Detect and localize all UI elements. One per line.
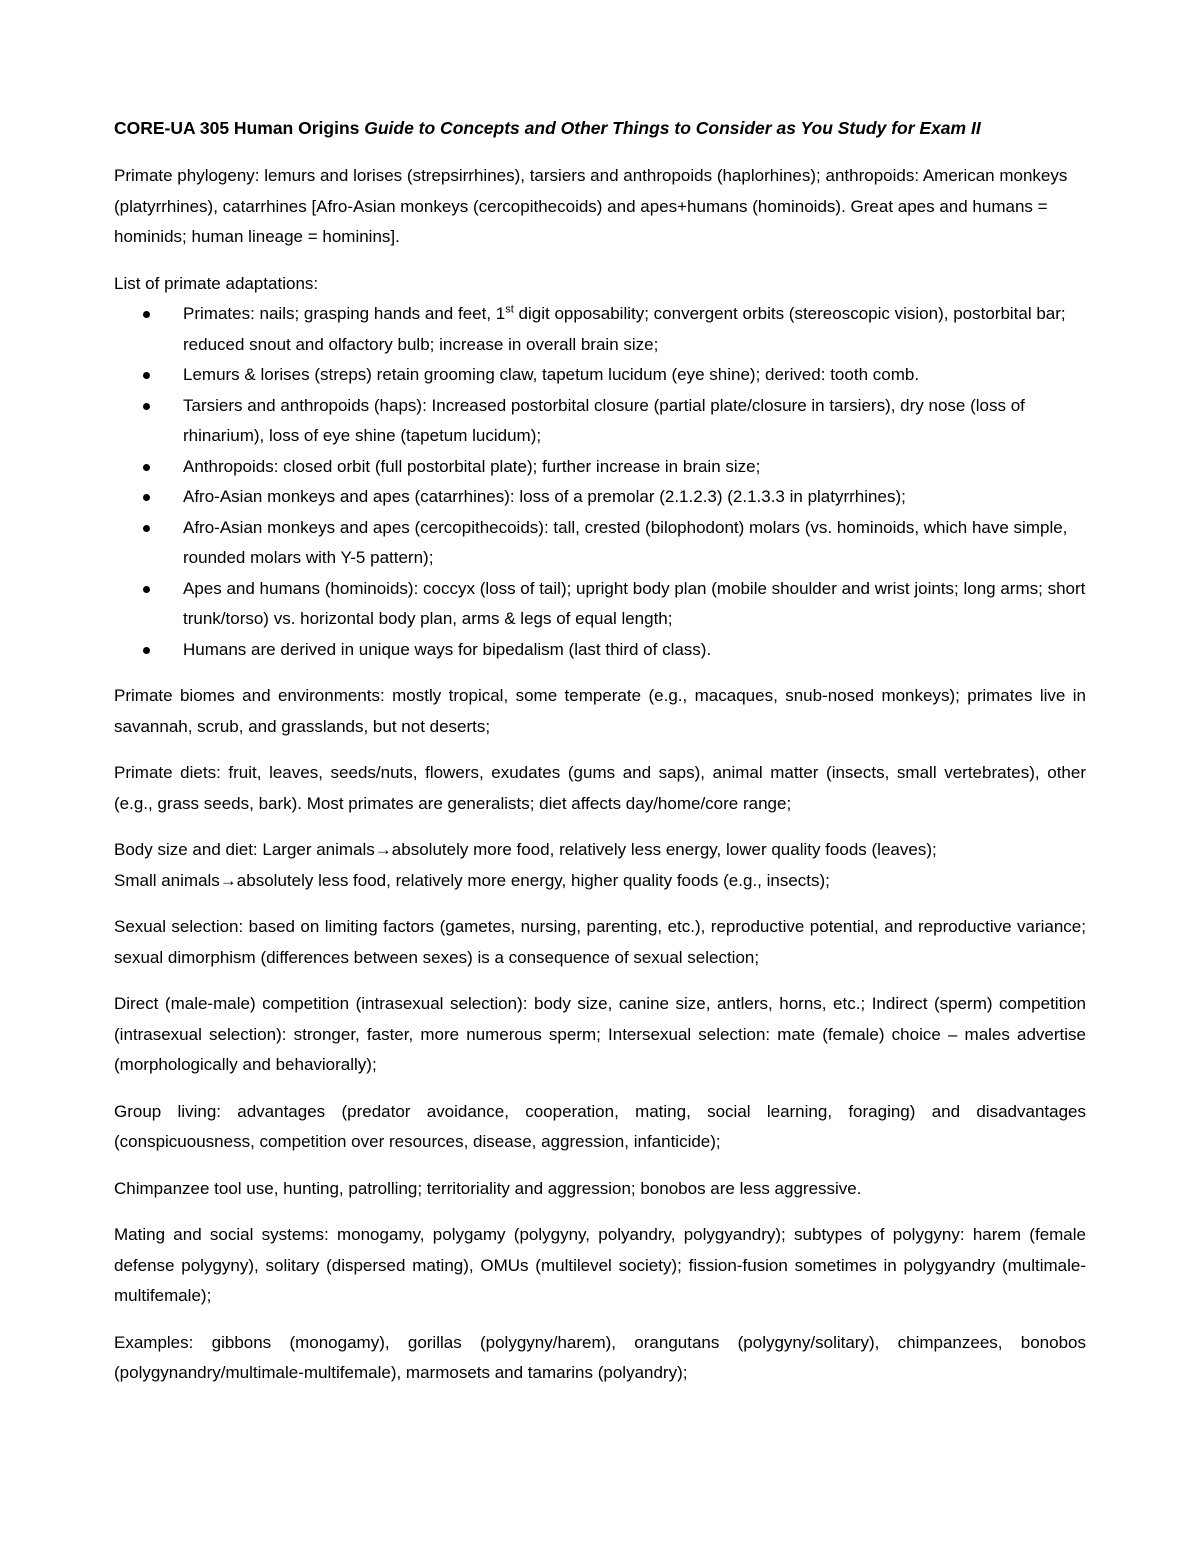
list-item [114,574,1086,635]
list-item [114,452,1086,483]
list-item-text: digit opposability; convergent orbits (stereoscopic vision), postorbital bar; reduced snout and olfactory bulb; increase in overall brain size; [183,304,1066,354]
list-item [114,360,1086,391]
paragraph-competition: Direct (male-male) competition (intrasexual selection): body size, canine size, antlers, horns, etc.; Indirect (sperm) competition (intrasexual selection): stronger, faster, more numerous sperm; Intersexual selection: mate (female) choice – males advertise (morphologically and behaviorally); [114,994,1086,1074]
paragraph-group-living: Group living: advantages (predator avoidance, cooperation, mating, social learning, foraging) and disadvantages (conspicuousness, competition over resources, disease, aggression, infanticide); [114,1101,1086,1151]
bullet-icon [143,494,150,501]
list-item-text: Anthropoids: closed orbit (full postorbital plate); further increase in brain size; [183,456,761,476]
paragraph-mating: Mating and social systems: monogamy, polygamy (polygyny, polyandry, polygyandry); subtypes of polygyny: harem (female defense polygyny), solitary (dispersed mating), OMUs (multilevel society); fission-fusion sometimes in polygyandry (multimale-multifemale); [114,1225,1086,1305]
list-item-text: Apes and humans (hominoids): coccyx (loss of tail); upright body plan (mobile shoulder and wrist joints; long arms; short trunk/torso) vs. horizontal body plan, arms & legs of equal length; [183,578,1086,628]
paragraph-biomes: Primate biomes and environments: mostly tropical, some temperate (e.g., macaques, snub-nosed monkeys); primates live in savannah, scrub, and grasslands, but not deserts; [114,686,1086,736]
list-item-text: Lemurs & lorises (streps) retain grooming claw, tapetum lucidum (eye shine); derived: tooth comb. [183,365,920,384]
list-item-text: Tarsiers and anthropoids (haps): Increased postorbital closure (partial plate/closure in tarsiers), dry nose (loss of rhinarium), loss of eye shine (tapetum lucidum); [183,395,1025,445]
list-item [114,299,1086,360]
bullet-icon [143,586,150,593]
title-subtitle: Guide to Concepts and Other Things to Consider as You Study for Exam II [364,118,981,138]
bullet-icon [143,403,150,410]
list-item-text: Primates: nails; grasping hands and feet, 1 [183,304,506,323]
paragraph-chimpanzee: Chimpanzee tool use, hunting, patrolling; territoriality and aggression; bonobos are less aggressive. [114,1178,862,1198]
bullet-icon [143,525,150,532]
list-item-text: Afro-Asian monkeys and apes (cercopithecoids): tall, crested (bilophodont) molars (vs. hominoids, which have simple, rounded molars with Y-5 pattern); [183,517,1068,567]
document-title [114,114,1086,142]
body-size-line: Small animals→absolutely less food, relatively more energy, higher quality foods (e.g., insects); [114,870,830,890]
document-body [114,114,1086,1389]
list-item [114,635,1086,666]
adaptations-heading: List of primate adaptations: [114,273,319,293]
bullet-icon [143,647,150,654]
list-item [114,391,1086,452]
paragraph-body-size [114,835,1086,896]
paragraph-phylogeny: Primate phylogeny: lemurs and lorises (strepsirrhines), tarsiers and anthropoids (haplorhines); anthropoids: American monkeys (platyrrhines), catarrhines [Afro-Asian monkeys (cercopithecoids) and apes+humans (hominoids). Great apes and humans = hominids; human lineage = hominins]. [114,166,1068,246]
adaptations-list [114,299,1086,665]
bullet-icon [143,464,150,471]
title-course: CORE-UA 305 Human Origins [114,118,365,138]
list-item-text: Humans are derived in unique ways for bipedalism (last third of class). [183,639,712,659]
list-item-text: Afro-Asian monkeys and apes (catarrhines): loss of a premolar (2.1.2.3) (2.1.3.3 in platyrrhines); [183,487,906,506]
body-size-line: Body size and diet: Larger animals→absolutely more food, relatively less energy, lower quality foods (leaves); [114,840,937,859]
paragraph-sexual-selection: Sexual selection: based on limiting factors (gametes, nursing, parenting, etc.), reproductive potential, and reproductive variance; sexual dimorphism (differences between sexes) is a consequence of sexual selection; [114,917,1086,967]
bullet-icon [143,311,150,318]
paragraph-examples: Examples: gibbons (monogamy), gorillas (polygyny/harem), orangutans (polygyny/solitary), chimpanzees, bonobos (polygynandry/multimale-multifemale), marmosets and tamarins (polyandry); [114,1332,1086,1382]
paragraph-diets: Primate diets: fruit, leaves, seeds/nuts, flowers, exudates (gums and saps), animal matter (insects, small vertebrates), other (e.g., grass seeds, bark). Most primates are generalists; diet affects day/home/core range; [114,763,1086,813]
bullet-icon [143,372,150,379]
superscript: st [505,303,514,316]
list-item [114,513,1086,574]
list-item [114,482,1086,513]
